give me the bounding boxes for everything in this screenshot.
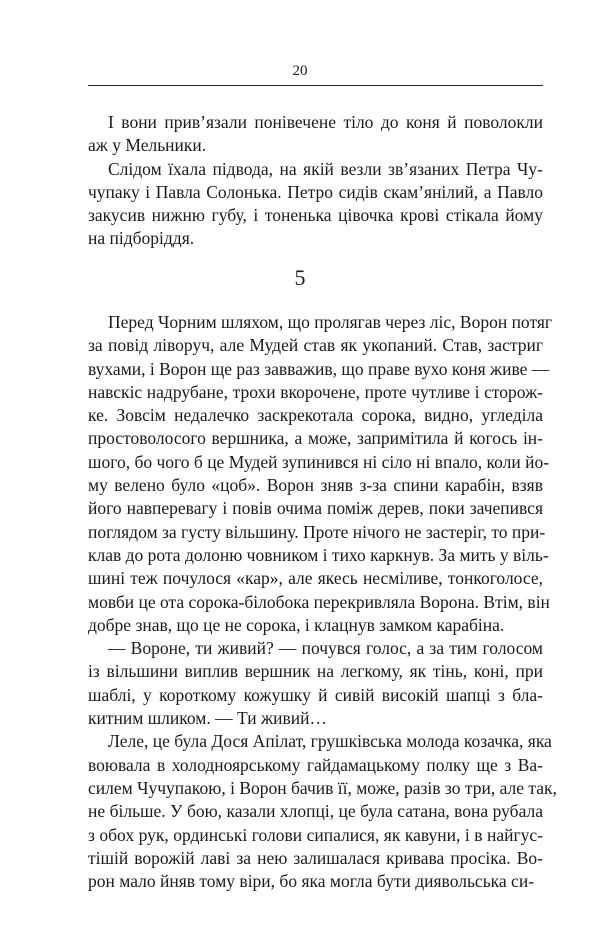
paragraph xyxy=(88,637,543,730)
text-block-top xyxy=(88,111,543,251)
text-line: китним шликом. — Ти живий… xyxy=(88,708,327,729)
text-line: закусив нижню губу, і тоненька цівочка крові стікала йому xyxy=(88,205,543,226)
text-line: його навперевагу і повів очима поміж дерев, поки зачепився xyxy=(88,498,543,519)
text-line: чупаку і Павла Солонька. Петро сидів скам’янілий, а Павло xyxy=(88,181,543,202)
text-line: добре знав, що це не сорока, і клацнув замком карабіна. xyxy=(88,614,505,635)
chapter-number: 5 xyxy=(294,265,306,290)
text-line: воювала в холодноярському гайдамацькому полку ще з Ва- xyxy=(88,754,543,775)
paragraph xyxy=(88,158,543,251)
text-line: клав до рота долоню човником і тихо каркнув. За мить у віль- xyxy=(88,544,549,565)
text-line: навскіс надрубане, трохи вкорочене, проте чутливе і сторож- xyxy=(88,381,543,402)
text-line: му велено було «цоб». Ворон зняв з-за спини карабін, взяв xyxy=(88,475,543,496)
paragraph xyxy=(88,311,553,637)
header-rule xyxy=(88,85,543,86)
paragraph xyxy=(88,730,557,893)
text-line: Слідом їхала підвода, на якій везли зв’язаних Петра Чу- xyxy=(108,158,543,179)
text-line: шаблі, у короткому кожушку й сивій високій шапці з бла- xyxy=(88,684,543,705)
text-line: простоволосого вершника, а може, запримітила й когось ін- xyxy=(88,428,543,449)
text-line: за повід ліворуч, але Мудей став як укопаний. Став, застриг xyxy=(88,335,543,356)
text-line: Леле, це була Дося Апілат, грушківська молода козачка, яка xyxy=(108,731,552,752)
text-line: мовби це ота сорока-білобока перекривляла Ворона. Втім, він xyxy=(88,591,550,612)
text-line: аж у Мельники. xyxy=(88,135,207,156)
text-line: шого, бо чого б це Мудей зупинився ні сіло ні впало, коли йо- xyxy=(88,451,550,472)
text-line: із вільшини виплив вершник на легкому, як тінь, коні, при xyxy=(88,661,543,682)
text-line: вухами, і Ворон ще раз завважив, що праве вухо коня живе — xyxy=(88,358,550,379)
text-line: шині теж почулося «кар», але якесь несміливе, тонкоголосе, xyxy=(88,568,543,589)
page-number: 20 xyxy=(292,63,308,79)
text-line: поглядом за густу вільшину. Проте нічого не застеріг, то при- xyxy=(88,521,546,542)
text-line: рон мало йняв тому віри, бо яка могла бути диявольська си- xyxy=(88,871,535,892)
text-line: І вони прив’язали понівечене тіло до коня й поволокли xyxy=(108,112,543,132)
text-line: силем Чучупакою, і Ворон бачив її, може, разів зо три, але так, xyxy=(88,777,557,798)
text-line: з обох рук, ординські голови сипалися, як кавуни, і в найгус- xyxy=(88,824,543,845)
text-line: — Вороне, ти живий? — почувся голос, а за тим голосом xyxy=(108,638,543,659)
text-line: не більше. У бою, казали хлопці, це була сатана, вона рубала xyxy=(88,801,543,822)
text-block-bottom xyxy=(88,311,557,893)
text-line: ке. Зовсім недалечко заскрекотала сорока, видно, угледіла xyxy=(88,405,543,426)
paragraph xyxy=(88,111,543,158)
text-line: тішій ворожій лаві за нею залишалася кривава просіка. Во- xyxy=(88,847,543,868)
text-line: Перед Чорним шляхом, що пролягав через ліс, Ворон потяг xyxy=(108,312,553,332)
text-line: на підборіддя. xyxy=(88,228,195,249)
